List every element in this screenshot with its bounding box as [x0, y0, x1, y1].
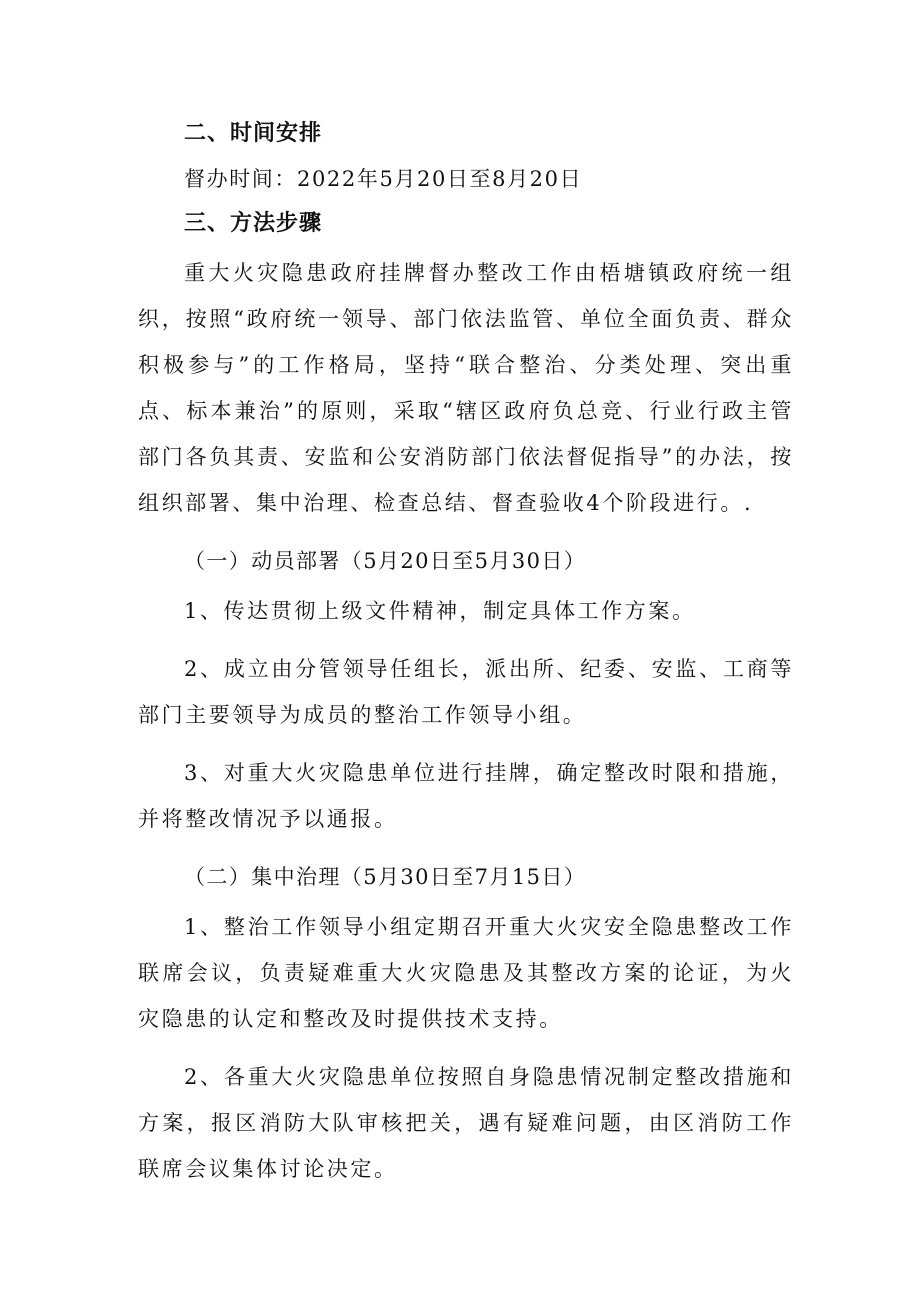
phase1-item-3: 3、对重大火灾隐患单位进行挂牌，确定整改时限和措施，并将整改情况予以通报。 — [138, 761, 794, 831]
document-body — [138, 112, 794, 1192]
methods-intro-paragraph: 重大火灾隐患政府挂牌督办整改工作由梧塘镇政府统一组织，按照“政府统一领导、部门依法监管、单位全面负责、群众积极参与”的工作格局，坚持“联合整治、分类处理、突出重点、标本兼治”的原则，采取“辖区政府负总竞、行业行政主管部门各负其责、安监和公安消防部门依法督促指导”的办法，按组织部署、集中治理、检查总结、督查验收4个阶段进行。. — [138, 261, 794, 515]
phase-heading-centralized-governance: （二）集中治理（5月30日至7月15日） — [184, 865, 587, 889]
section-heading-methods-steps: 三、方法步骤 — [184, 211, 323, 236]
supervision-time-line: 督办时间：2022年5月20日至8月20日 — [184, 167, 583, 191]
phase2-item-1: 1、整治工作领导小组定期召开重大火灾安全隐患整改工作联席会议，负责疑难重大火灾隐患及其整改方案的论证，为火灾隐患的认定和整改及时提供技术支持。 — [138, 915, 794, 1031]
section-heading-time-arrangement: 二、时间安排 — [184, 121, 323, 146]
phase2-item-2: 2、各重大火灾隐患单位按照自身隐患情况制定整改措施和方案，报区消防大队审核把关，遇有疑难问题，由区消防工作联席会议集体讨论决定。 — [138, 1065, 794, 1181]
phase1-item-1: 1、传达贯彻上级文件精神，制定具体工作方案。 — [184, 599, 696, 623]
phase-heading-mobilization: （一）动员部署（5月20日至5月30日） — [184, 549, 587, 573]
phase1-item-2: 2、成立由分管领导任组长，派出所、纪委、安监、工商等部门主要领导为成员的整治工作领导小组。 — [138, 657, 794, 727]
